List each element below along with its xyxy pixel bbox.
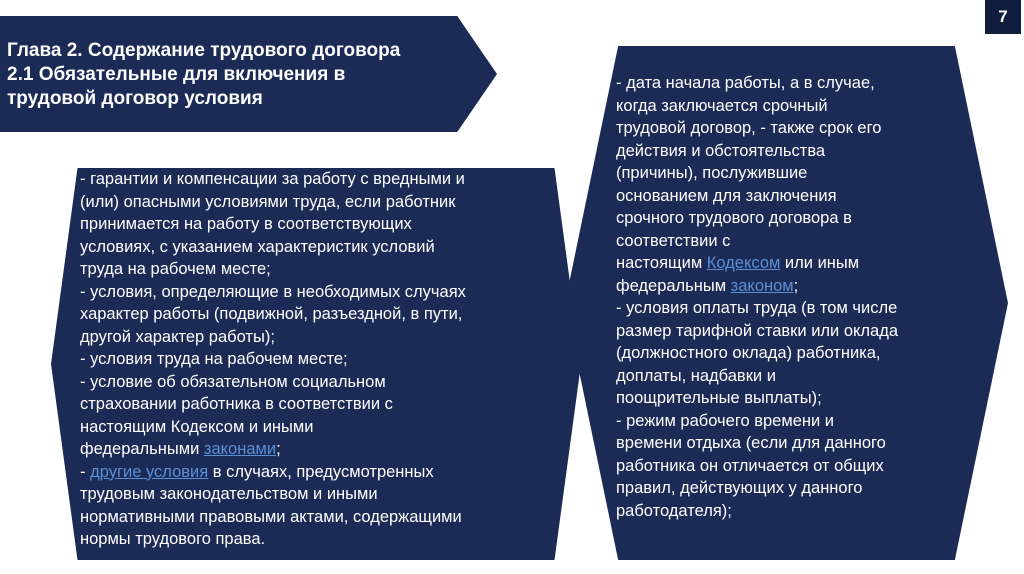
text-line: действия и обстоятельства bbox=[616, 141, 826, 160]
text-line: трудовым законодательством и иными bbox=[80, 485, 378, 503]
title-line: трудовой договор условия bbox=[7, 88, 263, 109]
left-conditions-text bbox=[80, 168, 550, 551]
other-conditions-link[interactable]: другие условия bbox=[90, 462, 209, 481]
text-line: (причины), послужившие bbox=[616, 164, 808, 182]
text-line: страховании работника в соответствии с bbox=[80, 395, 393, 413]
text-fragment: настоящим bbox=[616, 254, 707, 272]
page-number: 7 bbox=[985, 0, 1021, 34]
text-line: условиях, с указанием характеристик условий bbox=[80, 237, 435, 256]
code-link[interactable]: Кодексом bbox=[706, 254, 781, 272]
title-line: 2.1 Обязательные для включения в bbox=[7, 64, 346, 85]
text-fragment: федеральным bbox=[616, 276, 731, 295]
law-link[interactable]: законом bbox=[730, 276, 794, 295]
text-line: - режим рабочего времени и bbox=[616, 411, 835, 430]
text-fragment: федеральными bbox=[80, 440, 204, 458]
text-fragment: - bbox=[80, 462, 91, 481]
text-line bbox=[616, 275, 946, 298]
text-line: - условие об обязательном социальном bbox=[80, 372, 386, 391]
text-line: (должностного оклада) работника, bbox=[616, 344, 881, 362]
text-line: трудовой договор, - также срок его bbox=[616, 119, 882, 137]
text-line: настоящим Кодексом и иными bbox=[80, 417, 314, 436]
text-line: - дата начала работы, а в случае, bbox=[616, 74, 875, 92]
text-fragment: в случаях, предусмотренных bbox=[208, 462, 434, 481]
text-line: когда заключается срочный bbox=[616, 96, 828, 115]
text-line: срочного трудового договора в bbox=[616, 209, 852, 227]
text-fragment: ; bbox=[793, 276, 799, 295]
text-line: времени отдыха (если для данного bbox=[616, 434, 886, 452]
text-line: работодателя); bbox=[616, 501, 732, 520]
slide-title bbox=[7, 39, 477, 111]
text-line: труда на рабочем месте; bbox=[80, 260, 271, 278]
text-fragment: или иным bbox=[780, 254, 860, 272]
text-line: принимается на работу в соответствующих bbox=[80, 215, 412, 233]
text-line: соответствии с bbox=[616, 231, 731, 250]
text-line: нормы трудового права. bbox=[80, 530, 266, 548]
text-line: - гарантии и компенсации за работу с вредными и bbox=[80, 170, 465, 188]
text-line: основанием для заключения bbox=[616, 186, 837, 205]
text-line: правил, действующих у данного bbox=[616, 479, 863, 497]
text-line: нормативными правовыми актами, содержащими bbox=[80, 507, 462, 526]
text-line bbox=[616, 252, 946, 275]
text-line: характер работы (подвижной, разъездной, в пути, bbox=[80, 305, 463, 323]
text-fragment: ; bbox=[276, 440, 281, 458]
text-line: работника он отличается от общих bbox=[616, 456, 884, 475]
text-line: (или) опасными условиями труда, если работник bbox=[80, 192, 456, 211]
text-line: доплаты, надбавки и bbox=[616, 366, 776, 385]
text-line bbox=[80, 438, 550, 461]
text-line: - условия труда на рабочем месте; bbox=[80, 350, 348, 368]
title-line: Глава 2. Содержание трудового договора bbox=[7, 40, 401, 61]
text-line: - условия, определяющие в необходимых случаях bbox=[80, 282, 466, 301]
text-line: размер тарифной ставки или оклада bbox=[616, 321, 899, 340]
text-line: - условия оплаты труда (в том числе bbox=[616, 299, 898, 317]
text-line bbox=[80, 461, 550, 484]
text-line: другой характер работы); bbox=[80, 327, 275, 346]
text-line: поощрительные выплаты); bbox=[616, 389, 822, 407]
laws-link[interactable]: законами bbox=[203, 440, 277, 458]
right-conditions-text bbox=[616, 72, 946, 522]
